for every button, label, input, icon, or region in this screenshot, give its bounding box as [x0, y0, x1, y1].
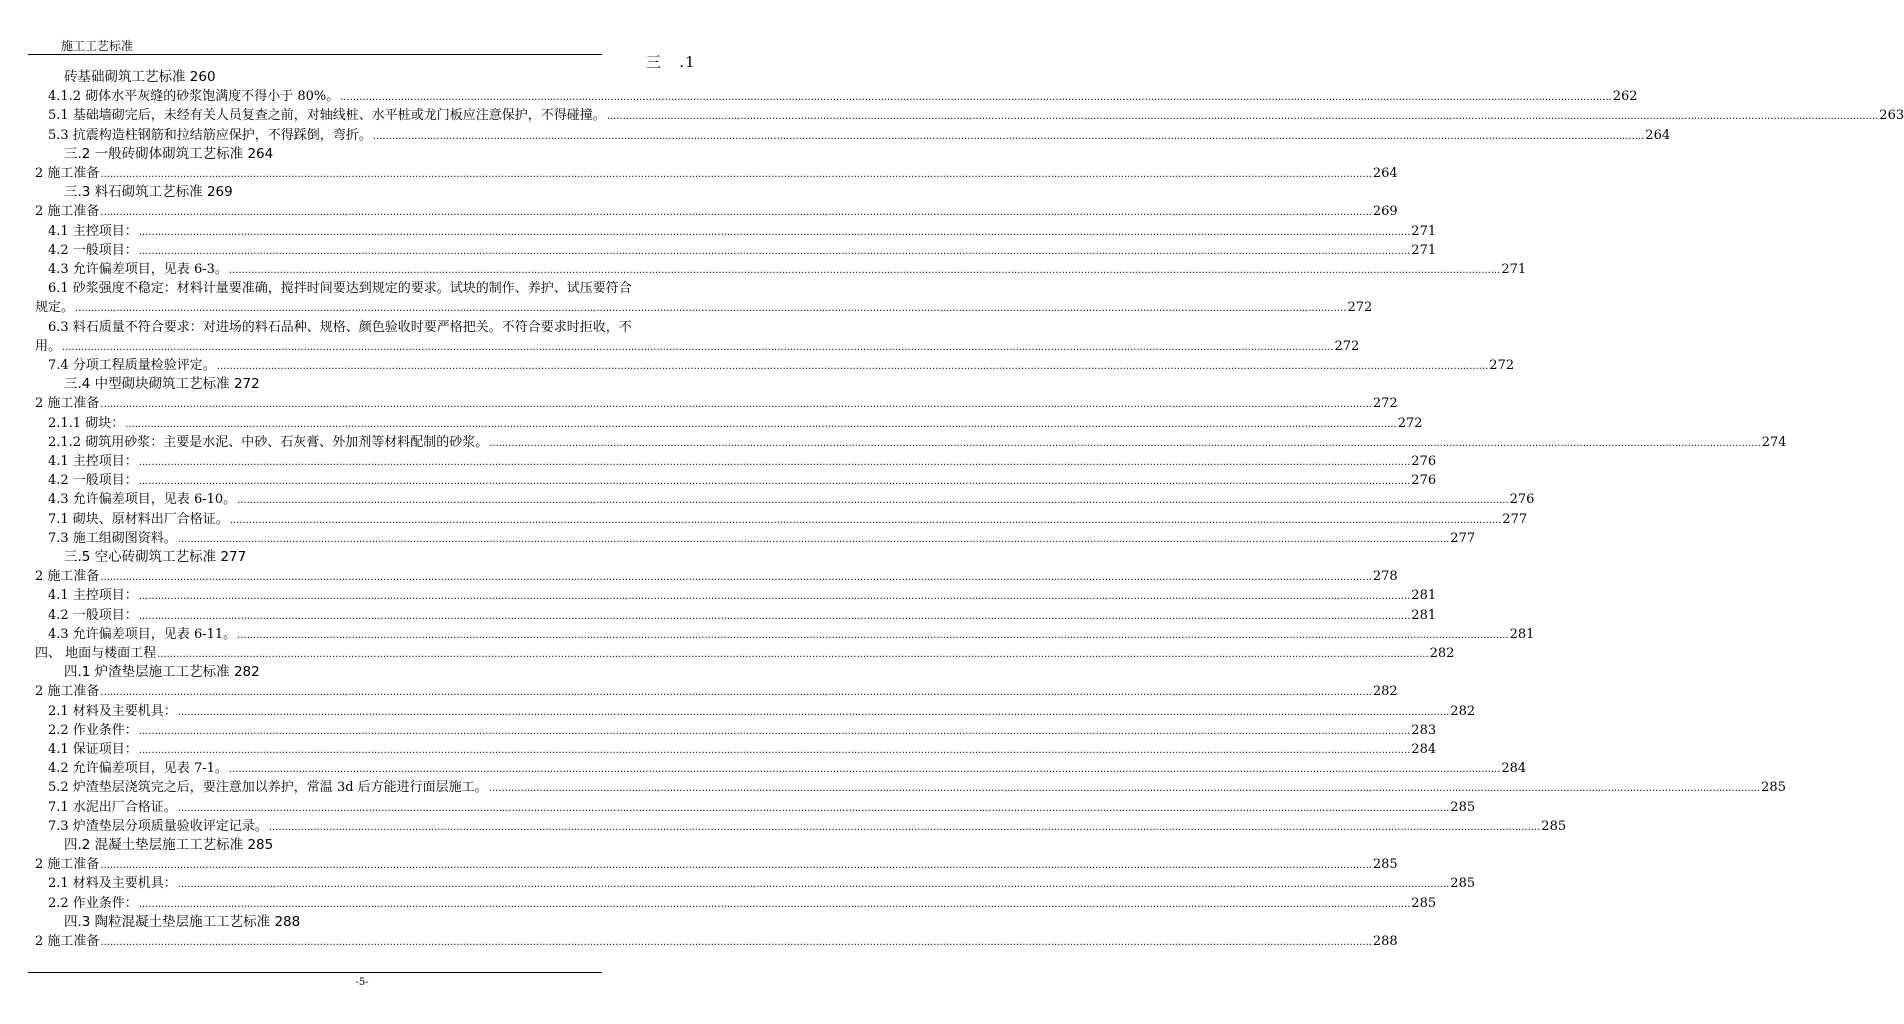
toc-entry-text: 四、 地面与楼面工程: [35, 646, 157, 661]
toc-entry[interactable]: [0, 202, 1398, 221]
toc-entry[interactable]: [0, 548, 724, 567]
toc-section-title: 四.2 混凝土垫层施工工艺标准 285: [64, 837, 274, 853]
toc-entry-text: 7.4 分项工程质量检验评定。: [48, 358, 216, 373]
toc-entry[interactable]: [0, 855, 1398, 874]
toc-page-number: 272: [1372, 396, 1398, 412]
toc-entry[interactable]: [0, 279, 1373, 317]
toc-entry-text: 4.2 允许偏差项目，见表 7-1。: [48, 761, 228, 777]
toc-page-number: 264: [1372, 166, 1398, 181]
toc-page-number: 272: [1334, 338, 1360, 354]
toc-leader-dots: ................................................................................................................................................................................................................................................................................................................................................................................................................: [157, 649, 1429, 660]
toc-entry[interactable]: [0, 471, 1437, 490]
toc-page-number: 288: [1372, 934, 1398, 949]
toc-leader-dots: ................................................................................................................................................................................................................................................................................................................................................................................................................: [138, 226, 1411, 238]
toc-entry[interactable]: [0, 394, 1398, 413]
toc-leader-dots: ................................................................................................................................................................................................................................................................................................................................................................................................................: [216, 361, 1489, 372]
toc-entry[interactable]: [0, 759, 1527, 778]
footer-rule: [28, 972, 602, 973]
toc-entry-text: 5.1 基础墙砌完后，未经有关人员复查之前，对轴线桩、水平桩或龙门板应注意保护，不得碰撞。: [48, 108, 606, 124]
toc-page-number: 277: [1502, 511, 1528, 527]
toc-entry-continuation: 规定。: [35, 300, 75, 316]
toc-leader-dots: ................................................................................................................................................................................................................................................................................................................................................................................................................: [138, 898, 1411, 910]
toc-leader-dots: ................................................................................................................................................................................................................................................................................................................................................................................................................: [237, 495, 1509, 507]
toc-entry[interactable]: [0, 663, 724, 682]
header-title: 施工工艺标准: [61, 39, 134, 53]
toc-leader-dots: ................................................................................................................................................................................................................................................................................................................................................................................................................: [372, 130, 1645, 142]
toc-entry-text: 7.3 施工组砌图资料。: [48, 530, 177, 546]
toc-leader-dots: ................................................................................................................................................................................................................................................................................................................................................................................................................: [606, 111, 1879, 123]
toc-leader-dots: ................................................................................................................................................................................................................................................................................................................................................................................................................: [138, 745, 1411, 756]
toc-section-title: 三.3 料石砌筑工艺标准 269: [64, 184, 233, 201]
toc-entry[interactable]: [0, 606, 1437, 625]
toc-leader-dots: ................................................................................................................................................................................................................................................................................................................................................................................................................: [138, 245, 1411, 257]
toc-page-number: 277: [1450, 530, 1476, 546]
toc-section-title: 砖基础砌筑工艺标准 260: [64, 69, 216, 85]
toc-entry[interactable]: [0, 222, 1437, 241]
toc-page-number: 285: [1761, 780, 1786, 796]
toc-page-number: 276: [1509, 492, 1535, 508]
toc-entry[interactable]: [0, 87, 1638, 106]
toc-entry[interactable]: [0, 183, 724, 202]
toc-entry-text: 2.1 材料及主要机具：: [48, 703, 177, 719]
toc-entry-text: 7.1 水泥出厂合格证。: [48, 799, 177, 815]
toc-leader-dots: ................................................................................................................................................................................................................................................................................................................................................................................................................: [489, 437, 1761, 449]
toc-entry[interactable]: [0, 318, 1360, 356]
toc-entry[interactable]: [0, 682, 1398, 701]
toc-page-number: 274: [1761, 434, 1787, 450]
toc-entry[interactable]: [0, 874, 1476, 893]
toc-entry-text: 4.1 主控项目：: [48, 588, 138, 604]
toc-page-number: 283: [1411, 722, 1437, 738]
toc-section-title: 三.5 空心砖砌筑工艺标准 277: [64, 549, 247, 565]
toc-entry[interactable]: [0, 433, 1787, 452]
toc-leader-dots: ................................................................................................................................................................................................................................................................................................................................................................................................................: [62, 341, 1334, 353]
toc-section-title: 三.2 一般砖砌体砌筑工艺标准 264: [64, 145, 274, 162]
toc-leader-dots: ................................................................................................................................................................................................................................................................................................................................................................................................................: [138, 725, 1411, 737]
toc-leader-dots: ................................................................................................................................................................................................................................................................................................................................................................................................................: [177, 802, 1450, 814]
toc-entry[interactable]: [0, 106, 1904, 125]
toc-section-title: 四.1 炉渣垫层施工工艺标准 282: [64, 664, 260, 681]
toc-leader-dots: ................................................................................................................................................................................................................................................................................................................................................................................................................: [488, 783, 1761, 795]
toc-entry-text: 2 施工准备: [35, 204, 100, 220]
toc-leader-dots: ................................................................................................................................................................................................................................................................................................................................................................................................................: [237, 629, 1509, 641]
toc-leader-dots: ................................................................................................................................................................................................................................................................................................................................................................................................................: [100, 687, 1372, 699]
toc-page-number: 271: [1411, 223, 1437, 239]
toc-entry-text: 2.2 作业条件：: [48, 722, 138, 738]
toc-entry[interactable]: [0, 375, 724, 394]
toc-entry-text: 4.1 主控项目：: [48, 454, 138, 469]
toc-entry[interactable]: [0, 529, 1476, 548]
toc-entry[interactable]: [0, 490, 1535, 509]
toc-entry-text: 4.3 允许偏差项目，见表 6-10。: [48, 492, 237, 508]
toc-entry[interactable]: [0, 644, 1455, 663]
toc-page-number: 281: [1509, 626, 1535, 642]
toc-entry[interactable]: [0, 721, 1437, 740]
toc-entry-text: 2.2 作业条件：: [48, 895, 138, 911]
toc-page-number: 276: [1411, 473, 1437, 489]
toc-leader-dots: ................................................................................................................................................................................................................................................................................................................................................................................................................: [100, 207, 1372, 219]
toc-entry-text: 5.2 炉渣垫层浇筑完之后，要注意加以养护，常温 3d 后方能进行面层施工。: [48, 780, 488, 796]
toc-leader-dots: ................................................................................................................................................................................................................................................................................................................................................................................................................: [229, 514, 1502, 526]
toc-page-number: 276: [1411, 454, 1437, 469]
toc-leader-dots: ................................................................................................................................................................................................................................................................................................................................................................................................................: [100, 937, 1372, 948]
toc-page-number: 285: [1411, 895, 1437, 911]
toc-entry[interactable]: [0, 625, 1535, 644]
toc-leader-dots: ................................................................................................................................................................................................................................................................................................................................................................................................................: [138, 457, 1411, 468]
toc-page-number: 282: [1450, 703, 1476, 719]
toc-entry-text: 2.1.1 砌块：: [48, 415, 125, 431]
toc-entry-text: 5.3 抗震构造柱钢筋和拉结筋应保护，不得踩倒，弯折。: [48, 127, 372, 143]
toc-page-number: 285: [1541, 818, 1567, 834]
toc-section-title: 三.4 中型砌块砌筑工艺标准 272: [64, 376, 260, 393]
toc-entry[interactable]: [0, 260, 1527, 279]
toc-entry[interactable]: [0, 932, 1398, 951]
toc-entry-text: 2 施工准备: [35, 166, 100, 181]
toc-entry[interactable]: [0, 145, 724, 164]
toc-entry[interactable]: [0, 913, 724, 932]
toc-entry[interactable]: [0, 452, 1437, 471]
toc-entry[interactable]: [0, 414, 1423, 433]
toc-page-number: 264: [1645, 127, 1671, 143]
toc-page-number: 284: [1501, 761, 1527, 777]
toc-entry-continuation: 用。: [35, 338, 62, 354]
toc-leader-dots: ................................................................................................................................................................................................................................................................................................................................................................................................................: [177, 706, 1450, 718]
toc-leader-dots: ................................................................................................................................................................................................................................................................................................................................................................................................................: [177, 533, 1450, 545]
toc-page-number: 282: [1429, 646, 1455, 661]
toc-entry[interactable]: [0, 356, 1515, 375]
toc-leader-dots: ................................................................................................................................................................................................................................................................................................................................................................................................................: [138, 610, 1411, 622]
toc-entry[interactable]: [0, 740, 1437, 759]
toc-entry[interactable]: [0, 241, 1437, 260]
toc-leader-dots: ................................................................................................................................................................................................................................................................................................................................................................................................................: [138, 476, 1411, 488]
toc-entry-text: 4.1.2 砌体水平灰缝的砂浆饱满度不得小于 80%。: [48, 89, 340, 105]
toc-entry[interactable]: [0, 702, 1476, 721]
toc-entry-text: 4.2 一般项目：: [48, 242, 138, 258]
toc-entry-text: 2 施工准备: [35, 934, 100, 949]
toc-entry[interactable]: [0, 798, 1476, 817]
toc-entry-text: 4.2 一般项目：: [48, 473, 138, 489]
toc-page-number: 281: [1411, 588, 1437, 604]
toc-entry[interactable]: [0, 778, 1786, 797]
toc-entry[interactable]: [0, 817, 1567, 836]
toc-entry[interactable]: [0, 836, 724, 855]
toc-entry[interactable]: [0, 68, 724, 87]
toc-entry-text: 2 施工准备: [35, 857, 100, 873]
toc-entry-text: 7.3 炉渣垫层分项质量验收评定记录。: [48, 818, 268, 834]
toc-page-number: 271: [1501, 262, 1527, 277]
header-rule: [28, 54, 602, 55]
toc-page-number: 262: [1612, 89, 1638, 105]
toc-entry[interactable]: [0, 510, 1528, 529]
toc-entry-text: 6.3 料石质量不符合要求：对进场的料石品种、规格、颜色验收时要严格把关。不符合要求时拒收，不: [48, 319, 632, 335]
toc-entry-text: 2.1 材料及主要机具：: [48, 876, 177, 892]
toc-entry-text: 2.1.2 砌筑用砂浆：主要是水泥、中砂、石灰膏、外加剂等材料配制的砂浆。: [48, 434, 489, 450]
toc-page-number: 285: [1450, 799, 1476, 815]
toc-page-number: 281: [1411, 607, 1437, 623]
toc-leader-dots: ................................................................................................................................................................................................................................................................................................................................................................................................................: [100, 572, 1372, 584]
toc-entry[interactable]: [0, 567, 1398, 586]
footer-page-number: -5-: [355, 977, 369, 988]
toc-page-number: 284: [1411, 742, 1437, 757]
toc-page-number: 285: [1450, 876, 1476, 892]
toc-leader-dots: ................................................................................................................................................................................................................................................................................................................................................................................................................: [268, 821, 1541, 833]
toc-entry-text: 4.1 主控项目：: [48, 223, 138, 239]
toc-leader-dots: ................................................................................................................................................................................................................................................................................................................................................................................................................: [340, 92, 1612, 104]
toc-entry[interactable]: [0, 164, 1398, 183]
toc-entry-text: 4.2 一般项目：: [48, 607, 138, 623]
toc-leader-dots: ................................................................................................................................................................................................................................................................................................................................................................................................................: [228, 764, 1501, 776]
toc-entry-text: 4.1 保证项目：: [48, 742, 138, 757]
toc-leader-dots: ................................................................................................................................................................................................................................................................................................................................................................................................................: [75, 303, 1347, 315]
toc-page-number: 269: [1372, 204, 1398, 220]
toc-leader-dots: ................................................................................................................................................................................................................................................................................................................................................................................................................: [228, 265, 1501, 276]
toc-entry-text: 2 施工准备: [35, 396, 100, 412]
toc-leader-dots: ................................................................................................................................................................................................................................................................................................................................................................................................................: [100, 399, 1372, 411]
toc-leader-dots: ................................................................................................................................................................................................................................................................................................................................................................................................................: [138, 591, 1411, 603]
toc-entry-text: 2 施工准备: [35, 684, 100, 700]
corner-label: 三 .1: [646, 53, 696, 71]
toc-page-number: 278: [1372, 569, 1398, 585]
toc-page-number: 263: [1879, 108, 1904, 124]
toc-leader-dots: ................................................................................................................................................................................................................................................................................................................................................................................................................: [125, 418, 1397, 430]
toc-entry-text: 6.1 砂浆强度不稳定：材料计量要准确，搅拌时间要达到规定的要求。试块的制作、养护、试压要符合: [48, 281, 632, 297]
toc-entry[interactable]: [0, 894, 1437, 913]
toc-leader-dots: ................................................................................................................................................................................................................................................................................................................................................................................................................: [177, 879, 1450, 891]
toc-entry[interactable]: [0, 586, 1437, 605]
toc-entry-text: 4.3 允许偏差项目，见表 6-11。: [48, 626, 237, 642]
toc-page-number: 272: [1397, 415, 1423, 431]
toc-page-number: 272: [1489, 358, 1515, 373]
toc-page-number: 272: [1347, 300, 1373, 316]
toc-leader-dots: ................................................................................................................................................................................................................................................................................................................................................................................................................: [100, 860, 1372, 872]
toc-page-number: 271: [1411, 242, 1437, 258]
toc-entry-text: 2 施工准备: [35, 569, 100, 585]
toc-entry-text: 4.3 允许偏差项目，见表 6-3。: [48, 262, 228, 277]
toc-leader-dots: ................................................................................................................................................................................................................................................................................................................................................................................................................: [100, 169, 1372, 180]
toc-page-number: 282: [1372, 684, 1398, 700]
toc-entry-text: 7.1 砌块、原材料出厂合格证。: [48, 511, 229, 527]
toc-section-title: 四.3 陶粒混凝土垫层施工工艺标准 288: [64, 913, 301, 930]
toc-entry[interactable]: [0, 126, 1671, 145]
toc-page-number: 285: [1372, 857, 1398, 873]
